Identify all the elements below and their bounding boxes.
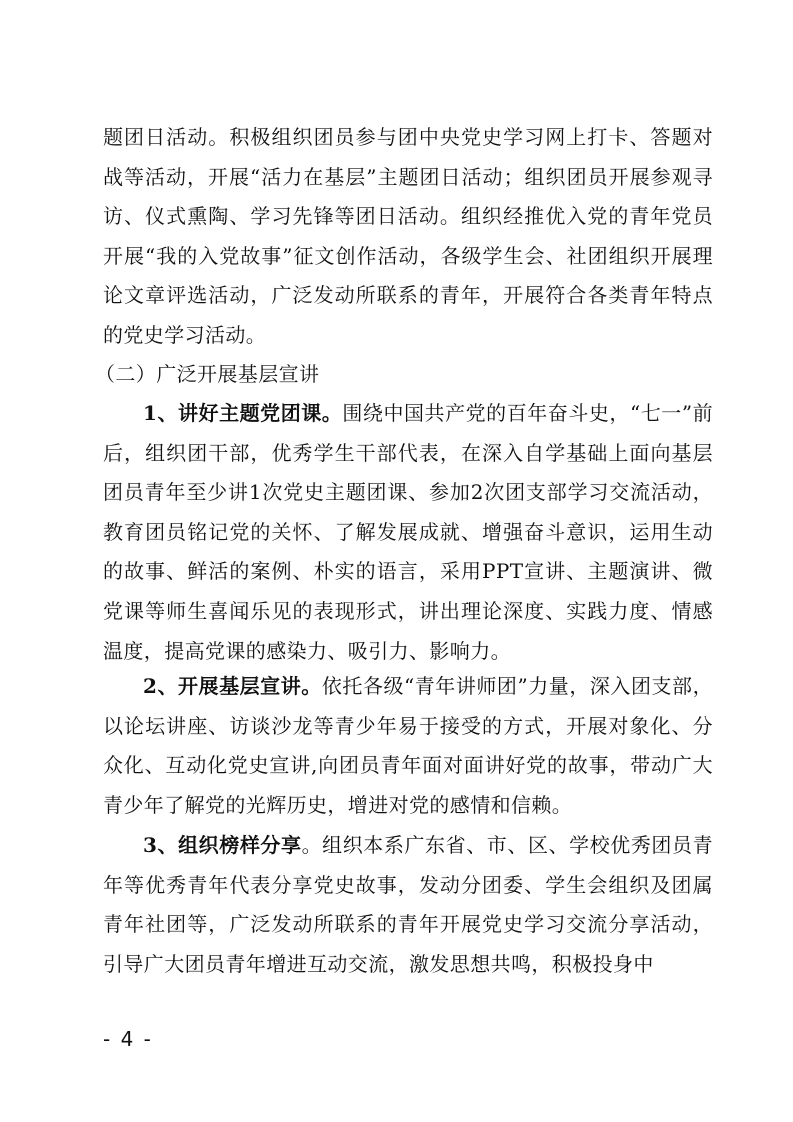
paragraph-text: 依托各级“青年讲师团”力量，深入团支部，以论坛讲座、访谈沙龙等青少年易于接受的方式，开展对象化、分众化、互动化党史宣讲,向团员青年面对面讲好党的故事，带动广大青少年了解党的光辉历史，增进对党的感情和信赖。 — [103, 674, 713, 817]
paragraph-text: 围绕中国共产党的百年奋斗史，“七一”前后，组织团干部，优秀学生干部代表，在深入自学基础上面向基层团员青年至少讲1次党史主题团课、参加2次团支部学习交流活动，教育团员铭记党的关怀、了解发展成就、增强奋斗意识，运用生动的故事、鲜活的案例、朴实的语言，采用PPT宣讲、主题演讲、微党课等师生喜闻乐见的表现形式，讲出理论深度、实践力度、情感温度，提高党课的感染力、吸引力、影响力。 — [103, 401, 713, 663]
page-number: - 4 - — [103, 1027, 153, 1051]
paragraph-lead: 2、开展基层宣讲。 — [143, 674, 322, 698]
paragraph-party-lecture — [103, 394, 713, 671]
paragraph-role-model-sharing — [103, 826, 713, 984]
paragraph-lead: 1、讲好主题党团课。 — [143, 401, 343, 425]
paragraph-lead: 3、组织榜样分享 — [143, 833, 302, 857]
section-heading — [95, 355, 705, 395]
section-heading-text: （二）广泛开展基层宣讲 — [95, 362, 320, 386]
paragraph-continued — [103, 118, 713, 356]
paragraph-grassroots-lecture — [103, 667, 713, 825]
paragraph-text: 。组织本系广东省、市、区、学校优秀团员青年等优秀青年代表分享党史故事，发动分团委、学生会组织及团属青年社团等，广泛发动所联系的青年开展党史学习交流分享活动，引导广大团员青年增进互动交流，激发思想共鸣，积极投身中 — [103, 833, 713, 976]
paragraph-text: 题团日活动。积极组织团员参与团中央党史学习网上打卡、答题对战等活动，开展“活力在基层”主题团日活动；组织团员开展参观寻访、仪式熏陶、学习先锋等团日活动。组织经推优入党的青年党员开展“我的入党故事”征文创作活动，各级学生会、社团组织开展理论文章评选活动，广泛发动所联系的青年，开展符合各类青年特点的党史学习活动。 — [103, 125, 713, 347]
